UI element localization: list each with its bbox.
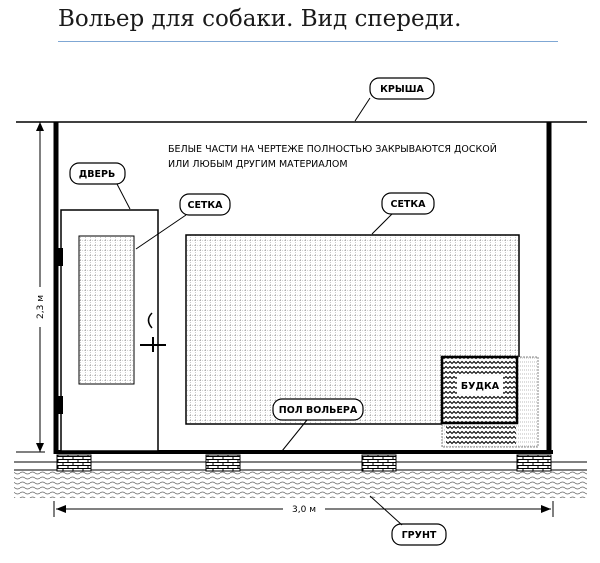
door-hinge-bottom bbox=[56, 396, 63, 414]
foundation-block bbox=[206, 455, 240, 471]
width-label: 3,0 м bbox=[292, 505, 316, 515]
ground-label: ГРУНТ bbox=[401, 530, 437, 541]
main-mesh-leader bbox=[372, 214, 392, 234]
foundation-block bbox=[362, 455, 396, 471]
page-title: Вольер для собаки. Вид спереди. bbox=[58, 6, 462, 32]
main-mesh-label: СЕТКА bbox=[390, 199, 426, 210]
width-arrow-right bbox=[541, 505, 551, 513]
roof-label: КРЫША bbox=[380, 84, 424, 95]
note-line-1: БЕЛЫЕ ЧАСТИ НА ЧЕРТЕЖЕ ПОЛНОСТЬЮ ЗАКРЫВАЮТСЯ ДОСКОЙ bbox=[168, 144, 497, 155]
foundation-block bbox=[517, 455, 551, 471]
door-label: ДВЕРЬ bbox=[78, 169, 116, 180]
door-mesh bbox=[79, 236, 134, 384]
kennel-label: БУДКА bbox=[460, 381, 500, 392]
ground-area bbox=[14, 470, 587, 498]
height-label: 2,3 м bbox=[36, 295, 46, 319]
width-arrow-left bbox=[56, 505, 66, 513]
ground-leader bbox=[370, 496, 402, 525]
height-arrow-bottom bbox=[36, 443, 44, 452]
note-line-2: ИЛИ ЛЮБЫМ ДРУГИМ МАТЕРИАЛОМ bbox=[168, 159, 348, 170]
floor-label: ПОЛ ВОЛЬЕРА bbox=[278, 405, 358, 416]
roof-leader bbox=[355, 98, 370, 121]
height-arrow-top bbox=[36, 122, 44, 131]
foundation-block bbox=[57, 455, 91, 471]
door-hinge-top bbox=[56, 248, 63, 266]
door-leader bbox=[117, 184, 130, 209]
kennel-base bbox=[446, 426, 516, 446]
door-mesh-label: СЕТКА bbox=[187, 200, 223, 211]
